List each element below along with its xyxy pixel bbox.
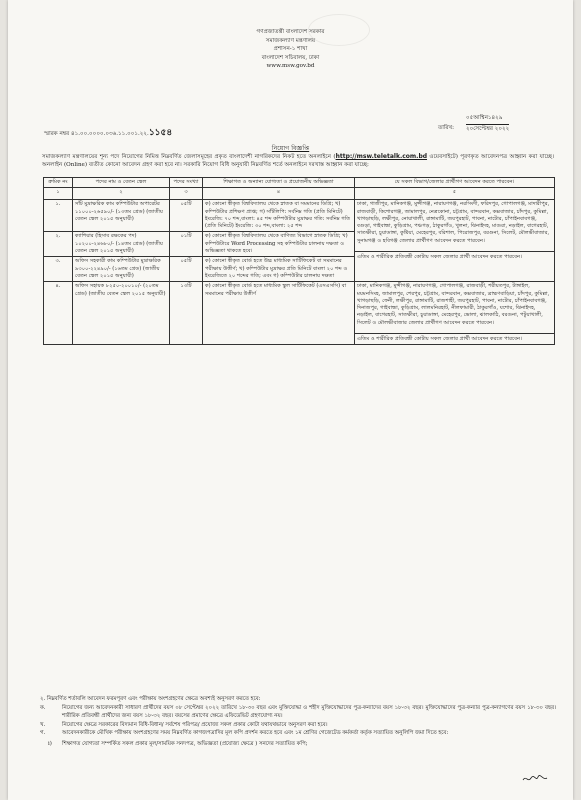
table-row [44,282,555,345]
row-qualification: ক) কোনো স্বীকৃত বোর্ড হতে মাধ্যমিক স্কুল সার্টিফিকেট (এসএসসি) বা সমমানের পরীক্ষায় উত্তীর্ণ [203,282,355,345]
condition-item [40,721,556,730]
row-count: ০৫টি [170,257,203,282]
row-qualification: ক) কোনো স্বীকৃত বোর্ড হতে উচ্চ মাধ্যমিক সার্টিফিকেট বা সমমানের পরীক্ষায় উত্তীর্ণ; খ) কম্পিউটার মুদ্রাক্ষর প্রতি মিনিটে বাংলা ২০ শব্দ ও ইংরেজিতে ২০ শব্দের গতি; এবং গ) কম্পিউটার চালনায় দক্ষতা [203,257,355,282]
notice-title: নিয়োগ বিজ্ঞপ্তি [271,145,310,152]
govt-name: গণপ্রজাতন্ত্রী বাংলাদেশ সরকার [256,29,325,35]
letterhead [8,28,573,71]
application-link[interactable]: http://msw.teletalk.com.bd [335,153,428,160]
date-bangla: ০৫আশ্বিন১৪২৯ [466,115,503,121]
table-header-row [44,178,555,188]
row-quota: এতিম ও শারীরিক প্রতিবন্ধী কোটায় সকল জেলার প্রার্থী আবেদন করতে পারবেন। [355,251,554,261]
col-num: ২ [73,188,170,200]
date-english: ২০সেপ্টেম্বর ২০২২ [466,126,510,132]
condition-key: ক. [40,704,46,711]
condition-item [40,704,556,721]
condition-key: খ. [40,721,46,728]
row-quota: এতিম ও শারীরিক প্রতিবন্ধী কোটায় সকল জেলার প্রার্থী আবেদন করতে পারবেন। [355,333,554,343]
row-districts-cell [355,200,555,282]
memo-reference [44,125,172,140]
section-name: প্রশাসন-১ শাখা [273,46,308,53]
header-count: পদের সংখ্যা [170,178,203,188]
condition-key: i) [48,740,52,747]
table-row [44,200,555,232]
row-count: ০১টি [170,232,203,257]
column-number-row [44,188,555,200]
row-districts-cell [355,282,555,345]
condition-text: শিক্ষাগত যোগ্যতা সম্পর্কিত সকল প্রকার মূল/সাময়িক সনদপত্র, অভিজ্ঞতা (প্রযোজ্য ক্ষেত্রে ) সনদের সত্যায়িত কপি; [62,740,308,747]
signature-mark [522,774,548,784]
row-post: সাঁট মুদ্রাক্ষরিক কাম কম্পিউটার অপারেটর ১১০০০-২৬৫৯০/- (১৩তম গ্রেড) (জাতীয় বেতন স্কেল ২০১৫ অনুযায়ী) [73,200,170,232]
row-count: ১৩টি [170,282,203,345]
conditions-section [40,695,556,748]
row-count: ০৫টি [170,200,203,232]
intro-text-1: সমাজকল্যাণ মন্ত্রণালয়ের শূন্য পদে নিয়োগের নিমিত্ত নিম্নবর্ণিত জেলাসমূহের প্রকৃত বাংলাদেশী নাগরিকদের নিকট হতে অনলাইনে ( [42,154,336,160]
col-num: ৫ [355,188,555,200]
condition-item [40,729,556,738]
conditions-intro: ২. নিম্নবর্ণিত শর্তাবলি আবেদন ফরমপূরণ এবং পরীক্ষায় অংশগ্রহণের ক্ষেত্রে অবশ্যই অনুসরণ করতে হবে: [40,696,261,702]
header-post: পদের নাম ও বেতন স্কেল [73,178,170,188]
condition-text: নিয়োগের ক্ষেত্রে সরকারের বিদ্যমান বিধি-বিধান/ সর্বশেষ পরিপত্র/ প্রযোজ্য সকল প্রকার কোটা যথাযথভাবে অনুসরণ করা হবে। [62,721,328,728]
row-post: ক্যাশিয়ার (হিসাব রক্ষকের পদ) ১০২০০-২৪৬৮০/- (১৪তম গ্রেড) (জাতীয় বেতন স্কেল ২০১৫ অনুযায়ী) [73,232,170,257]
row-qualification: ক) কোনো স্বীকৃত বিশ্ববিদ্যালয় থেকে স্নাতক বা সমমানের ডিগ্রি; খ) কম্পিউটার প্রশিক্ষণ প্রাপ্ত; গ) সাঁটলিপি: সর্বনিম্ন গতি (প্রতি মিনিটে) ইংরেজি: ৭০ শব্দ,বাংলা: ৪৫ শব্দ কম্পিউটার মুদ্রাক্ষর গতি: সর্বনিম্ন গতি (প্রতি মিনিটে) ইংরেজি: ৩০ শব্দ,বাংলা: ২৫ শব্দ [203,200,355,232]
col-num: ১ [44,188,73,200]
header-serial: ক্রমিক নং [44,178,73,188]
date-label: তারিখ: [438,125,455,131]
website: www.msw.gov.bd [266,63,315,70]
vacancy-table [43,177,555,345]
col-num: ৩ [170,188,203,200]
row-serial: ১. [44,200,73,232]
intro-paragraph [42,153,554,170]
row-serial: ৩. [44,257,73,282]
row-qualification: ক) কোনো স্বীকৃত বিশ্ববিদ্যালয় থেকে বাণিজ্য বিভাগে স্নাতক ডিগ্রি; খ) কম্পিউটারে Word Processing সহ কম্পিউটার চালনায় দক্ষতা ও অভিজ্ঞতা থাকতে হবে। [203,232,355,257]
row-districts: ঢাকা, মানিকগঞ্জ, মুন্সীগঞ্জ, নারায়ণগঞ্জ, গোপালগঞ্জ, রাজবাড়ী, শরীয়তপুর, টাঙ্গাইল, ময়মনসিংহ, জামালপুর, শেরপুর, চট্টগ্রাম, বান্দরবান, কক্সবাজার, ব্রাহ্মণবাড়িয়া, চাঁদপুর, কুমিল্লা, খাগড়াছড়ি, ফেনী, লক্ষীপুর, রাঙ্গামাটি, রাজশাহী, জয়পুরহাট, পাবনা, নাটোর, চাঁপাইনবাবগঞ্জ, দিনাজপুর, গাইবান্ধা, কুড়িগ্রাম, লালমনিরহাট, নীলফামারী, ঠাকুরগাঁও, যশোর, ঝিনাইদহ, নড়াইল, বাগেরহাট, সাতক্ষীরা, চুয়াডাঙ্গা, মেহেরপুর, ভোলা, ঝালকাঠি, বরগুনা, পটুয়াখালী, সিলেট ও মৌলভীবাজার জেলার প্রার্থীগণ আবেদন করতে পারবেন। [357,283,550,326]
row-districts: ঢাকা, গাজীপুর, মানিকগঞ্জ, মুন্সীগঞ্জ, নারায়ণগঞ্জ, নরসিংদী, ফরিদপুর, গোপালগঞ্জ, মাদারীপুর, রাজবাড়ী, কিশোরগঞ্জ, জামালপুর, নেত্রকোনা, চট্টগ্রাম, বান্দরবান, কক্সবাজার, চাঁদপুর, কুমিল্লা, খাগড়াছড়ি, লক্ষীপুর, নোয়াখালী, রাঙ্গামাটি, জয়পুরহাট, পাবনা, নাটোর, চাঁপাইনবাবগঞ্জ, বগুড়া, গাইবান্ধা, কুড়িগ্রাম, পঞ্চগড়, ঠাকুরগাঁও, খুলনা, ঝিনাইদহ, মাগুরা, নড়াইল, বাগেরহাট, সাতক্ষীরা, চুয়াডাঙ্গা, কুষ্টিয়া, মেহেরপুর, বরিশাল, পিরোজপুর, বরগুনা, সিলেট, মৌলভীবাজার, সুনামগঞ্জ ও হবিগঞ্জ জেলার প্রার্থীগণ আবেদন করতে পারবেন। [357,201,550,244]
condition-text: নিয়োগের জন্য আবেদনকারী সাধারণ প্রার্থীদের বয়স ০৮ সেপ্টেম্বর ২০২২ তারিখে ১৮-৩০ বছর এবং মুক্তিযোদ্ধা ও শহীদ মুক্তিযোদ্ধাদের পুত্র-কন্যাদের বয়স ১৮-৩২ বছর। মুক্তিযোদ্ধাদের পুত্র-কন্যার পুত্র-কন্যাগণের বয়স ১৮-৩০ বছর। শারীরিক প্রতিবন্ধী প্রার্থীদের জন্য বয়স ১৮-৩২ বছর। বয়সের প্রমাণের ক্ষেত্রে এফিডেভিট গ্রহণযোগ্য নয়। [62,704,556,719]
row-post: অফিস সহকারী কাম কম্পিউটার মুদ্রাক্ষরিক ৯৩০০-২২৪৯০/- (১৬তম গ্রেড) (জাতীয় বেতন স্কেল ২০১৫ অনুযায়ী) [73,257,170,282]
ministry-name: সমাজকল্যাণ মন্ত্রণালয় [265,37,316,44]
row-serial: ২. [44,232,73,257]
header-qualification: শিক্ষাগত ও অন্যান্য যোগ্যতা ও প্রয়োজনীয় অভিজ্ঞতা [203,178,355,188]
document-page [8,0,573,800]
memo-number: ১১৫৪ [148,128,173,138]
header-districts: যে সকল বিভাগ/জেলার প্রার্থীগণ আবেদন করতে পারবেন। [355,178,555,188]
row-serial: ৪. [44,282,73,345]
condition-item [40,740,556,749]
row-post: অফিস সহায়ক ৮২৫০-২০০১০/- (২০তম গ্রেড) (জাতীয় বেতন স্কেল ২০১৫ অনুযায়ী) [73,282,170,345]
col-num: ৪ [203,188,355,200]
condition-key: গ. [40,730,46,736]
memo-prefix: স্মারক নম্বর ৪১.০০.০০০০.০৩৬.১১.০০১.২২. [44,131,149,137]
intro-text-2: ওয়েবসাইটে) পূরণকৃত আবেদনপত্র আহ্বান করা যাচ্ছে। অনলাইন (Online) ব্যতীত কোনো আবেদন গ্রহণ করা হবে না। সরকারি নিয়োগ বিধি অনুযায়ী নিম্নবর্ণিত শর্তে অনলাইনে দরখাস্ত আহ্বান করা যাচ্ছে: [42,154,555,169]
office-address: বাংলাদেশ সচিবালয়, ঢাকা [261,54,320,61]
condition-text: আবেদনকারীকে মৌখিক পরীক্ষায় অংশগ্রহণের সময় নিম্নবর্ণিত কাগজপত্রাদির মূল কপি প্রদর্শন করতে হবে এবং ১ম শ্রেণির গেজেটেড কর্মকর্তা কর্তৃক সত্যায়িত অনুলিপি জমা দিতে হবে: [62,730,449,736]
